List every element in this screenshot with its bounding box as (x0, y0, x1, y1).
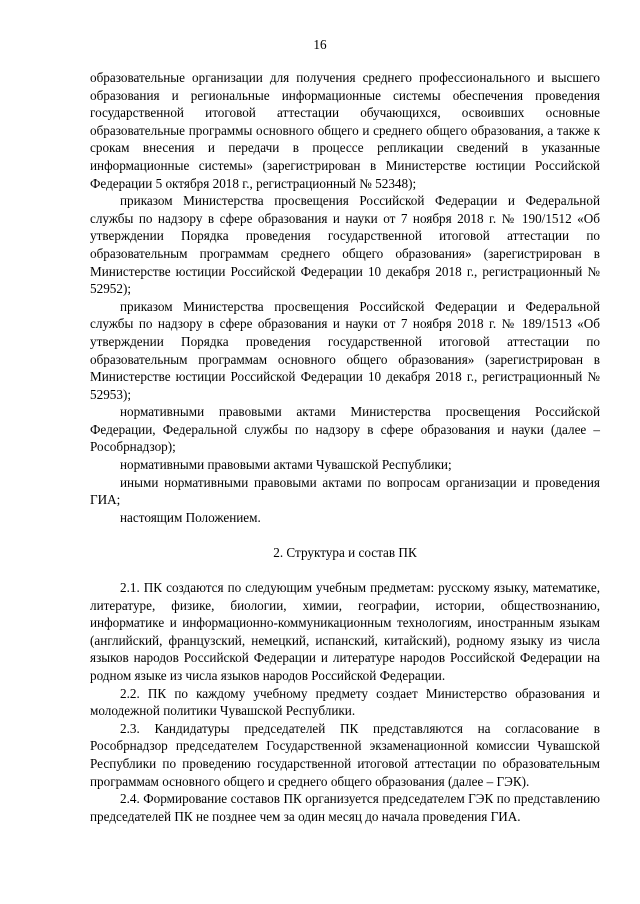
paragraph-continuation: образовательные организации для получения среднего профессионального и высшего образования и региональные информационные системы обеспечения проведения государственной итоговой аттестации обучающихся, освоивших основные образовательные программы основного общего и среднего общего образования, а также к срокам внесения и передачи в процессе репликации сведений в указанные информационные системы» (зарегистрирован в Министерстве юстиции Российской Федерации 5 октября 2018 г., регистрационный № 52348); (90, 70, 600, 191)
paragraph-other-acts: иными нормативными правовыми актами по вопросам организации и проведения ГИА; (90, 474, 600, 508)
paragraph-order-189-1513: приказом Министерства просвещения Российской Федерации и Федеральной службы по надзору в сфере образования и науки от 7 ноября 2018 г. № 189/1513 «Об утверждении Порядка проведения государственной итоговой аттестации по образовательным программам основного общего образования» (зарегистрирован в Министерстве юстиции Российской Федерации 10 декабря 2018 г., регистрационный № 52953); (90, 298, 600, 402)
paragraph-this-regulation: настоящим Положением. (120, 509, 261, 525)
section-heading: 2. Структура и состав ПК (273, 545, 417, 561)
document-body (90, 69, 600, 825)
page-number: 16 (313, 37, 327, 52)
paragraph-2-2: 2.2. ПК по каждому учебному предмету создает Министерство образования и молодежной политики Чувашской Республики. (90, 685, 600, 719)
paragraph-2-4: 2.4. Формирование составов ПК организуется председателем ГЭК по представлению председателей ПК не позднее чем за один месяц до начала проведения ГИА. (90, 791, 600, 824)
paragraph-federal-acts: нормативными правовыми актами Министерства просвещения Российской Федерации, Федеральной службы по надзору в сфере образования и науки (далее – Рособрнадзор); (90, 404, 600, 455)
paragraph-2-3: 2.3. Кандидатуры председателей ПК представляются на согласование в Рособрнадзор председателем Государственной экзаменационной комиссии Чувашской Республики по проведению государственной итоговой аттестации по образовательным программам основного общего и среднего общего образования (далее – ГЭК). (90, 720, 600, 789)
paragraph-order-190-1512: приказом Министерства просвещения Российской Федерации и Федеральной службы по надзору в сфере образования и науки от 7 ноября 2018 г. № 190/1512 «Об утверждении Порядка проведения государственной итоговой аттестации по образовательным программам среднего общего образования» (зарегистрирован в Министерстве юстиции Российской Федерации 10 декабря 2018 г., регистрационный № 52952); (90, 193, 600, 297)
paragraph-chuvash-acts: нормативными правовыми актами Чувашской Республики; (120, 457, 452, 473)
paragraph-2-1: 2.1. ПК создаются по следующим учебным предметам: русскому языку, математике, литературе, физике, биологии, химии, географии, истории, обществознанию, информатике и информационно-коммуникационным технологиям, иностранным языкам (английский, французский, немецкий, испанский, китайский), родному языку из числа языков народов Российской Федерации и литературе народов Российской Федерации на родном языке из числа языков народов Российской Федерации. (90, 580, 600, 683)
